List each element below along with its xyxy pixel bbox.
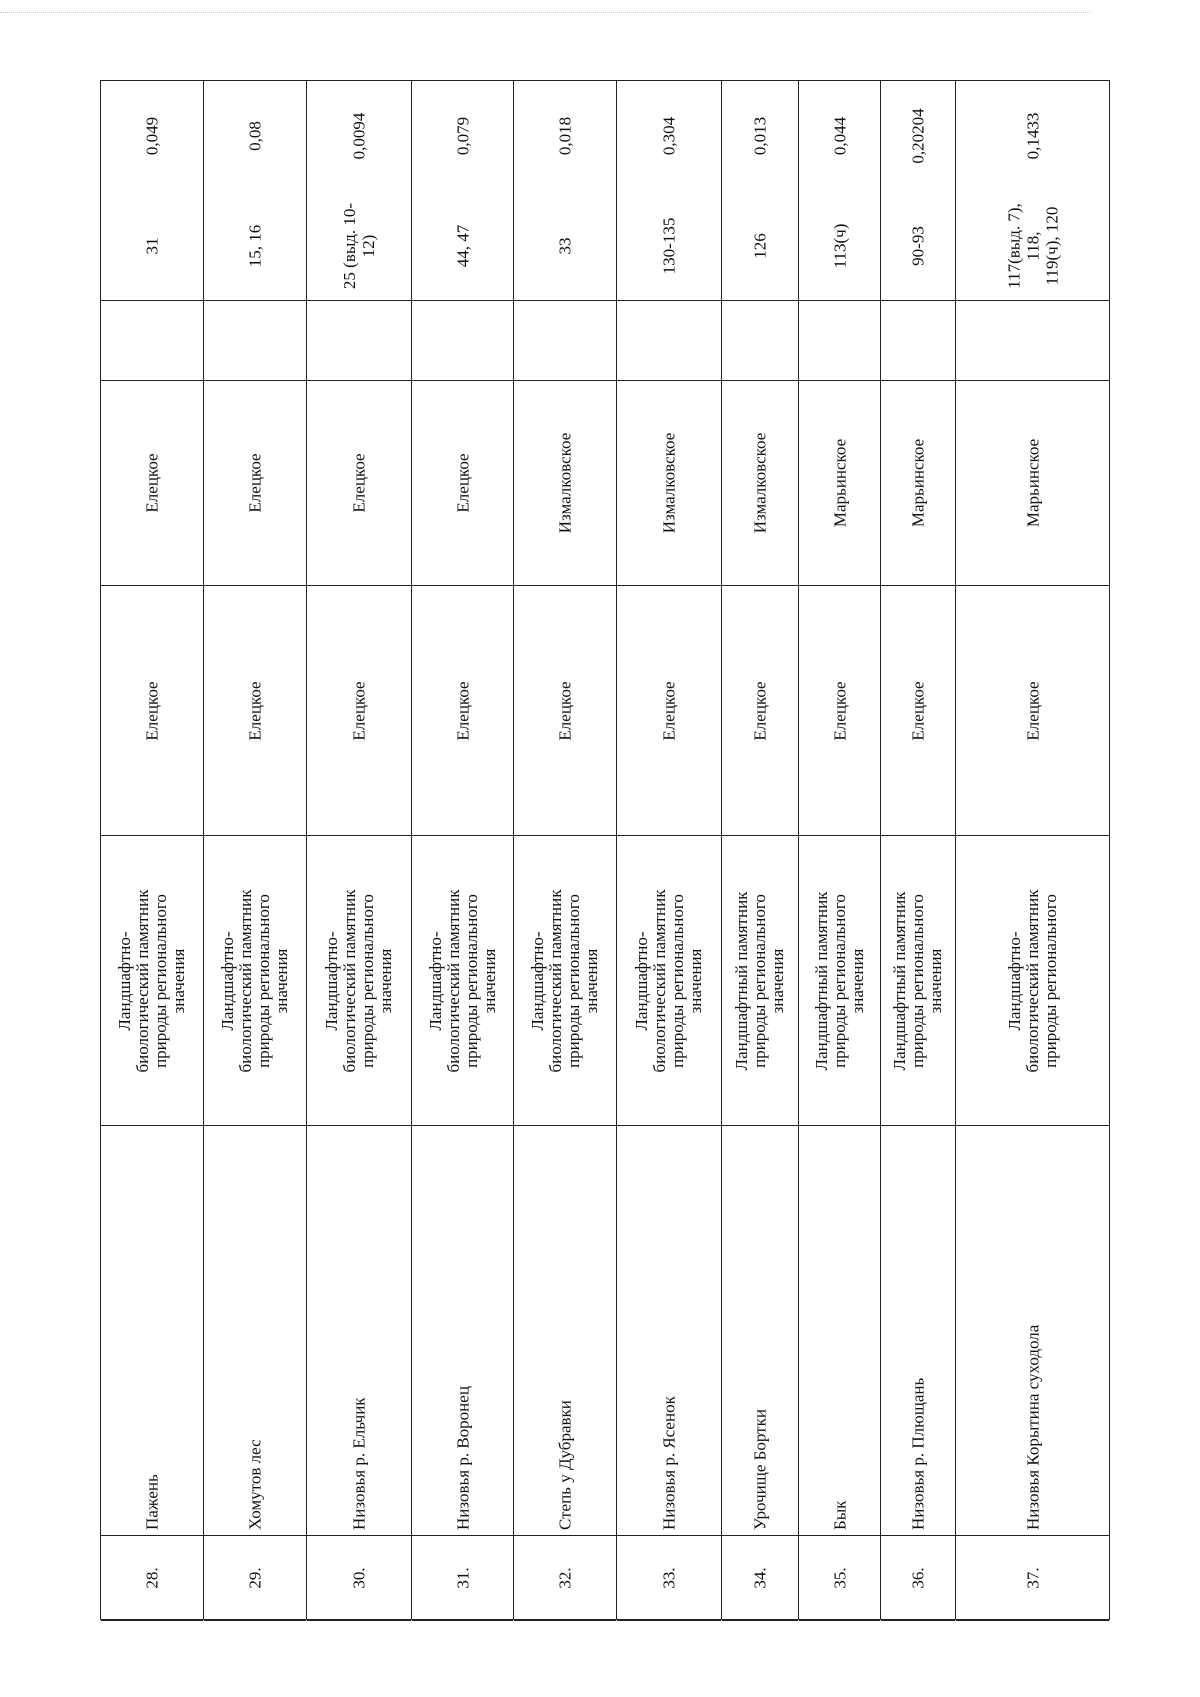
cell-quarters [204,191,306,301]
cell-blank [204,301,306,381]
forestry-text: Елецкое [750,680,770,741]
cell-forestry [722,586,798,836]
cell-quarters [956,191,1109,301]
num-text: 29. [245,1567,265,1589]
cell-blank [101,301,203,381]
type-text: Ландшафтно- биологический памятник природы регионального значения [322,889,395,1072]
cell-district [722,381,798,586]
quarters-text: 31 [142,237,162,254]
forestry-text: Елецкое [830,680,849,741]
name-text: Урочище Бортки [750,1408,770,1530]
district-text: Елецкое [142,453,162,513]
district-text: Измалковское [750,432,770,534]
cell-forestry [799,586,880,836]
cell-area [514,81,616,191]
cell-area [617,81,721,191]
area-text: 0,0094 [349,112,369,160]
cell-area [307,81,411,191]
forestry-text: Елецкое [555,680,575,741]
table-row [514,81,617,1619]
cell-quarters [514,191,616,301]
forestry-text: Елецкое [349,680,369,741]
cell-type [514,836,616,1126]
name-text: Низовья Корытина суходола [1023,1324,1042,1530]
area-text: 0,079 [453,116,472,156]
area-text: 0,044 [830,116,849,156]
num-text: 34. [750,1567,770,1589]
quarters-text: 25 (выд. 10-12) [340,202,378,289]
type-text: Ландшафтно- биологический памятник природы регионального [1004,889,1060,1072]
cell-area [799,81,880,191]
cell-quarters [617,191,721,301]
cell-name [307,1126,411,1536]
cell-blank [722,301,798,381]
forestry-text: Елецкое [142,680,162,741]
district-text: Елецкое [349,453,369,513]
num-text: 28. [142,1567,162,1589]
cell-area [722,81,798,191]
table-row [101,81,204,1619]
cell-name [799,1126,880,1536]
cell-num [204,1536,306,1621]
cell-type [204,836,306,1126]
cell-blank [514,301,616,381]
table-row [799,81,881,1619]
cell-num [307,1536,411,1621]
cell-quarters [412,191,513,301]
cell-num [956,1536,1109,1621]
cell-num [101,1536,203,1621]
cell-num [722,1536,798,1621]
district-text: Елецкое [245,453,265,513]
forestry-text: Елецкое [453,680,472,741]
cell-quarters [101,191,203,301]
cell-district [412,381,513,586]
name-text: Низовья р. Ельчик [349,1396,369,1530]
area-text: 0,049 [142,116,162,156]
cell-name [956,1126,1109,1536]
num-text: 37. [1023,1567,1042,1589]
forestry-text: Елецкое [245,680,265,741]
cell-forestry [101,586,203,836]
cell-num [514,1536,616,1621]
cell-area [956,81,1109,191]
name-text: Бык [830,1500,849,1530]
table-row [722,81,799,1619]
type-text: Ландшафтный памятник природы регионального значения [732,891,787,1070]
cell-type [881,836,955,1126]
cell-quarters [722,191,798,301]
forestry-text: Елецкое [1023,680,1042,741]
cell-district [204,381,306,586]
table-row [307,81,412,1619]
cell-type [956,836,1109,1126]
district-text: Измалковское [659,432,679,534]
name-text: Пажень [142,1473,162,1530]
cell-num [799,1536,880,1621]
area-text: 0,304 [659,116,679,156]
area-text: 0,20204 [908,108,928,164]
district-text: Измалковское [555,432,575,534]
cell-name [204,1126,306,1536]
forest-monuments-table [100,80,1110,1620]
table-row [412,81,514,1619]
num-text: 30. [349,1567,369,1589]
cell-blank [412,301,513,381]
cell-num [881,1536,955,1621]
cell-name [617,1126,721,1536]
area-text: 0,1433 [1023,112,1042,160]
cell-blank [799,301,880,381]
name-text: Низовья р. Ясенок [659,1395,679,1530]
num-text: 36. [908,1567,928,1589]
type-text: Ландшафтно- биологический памятник природы регионального значения [632,889,705,1072]
forestry-text: Елецкое [908,680,928,741]
cell-district [514,381,616,586]
cell-num [617,1536,721,1621]
cell-type [722,836,798,1126]
district-text: Марьинское [1023,438,1042,528]
area-text: 0,013 [750,116,770,156]
district-text: Елецкое [453,453,472,513]
cell-area [204,81,306,191]
cell-quarters [881,191,955,301]
cell-blank [617,301,721,381]
cell-forestry [307,586,411,836]
cell-area [412,81,513,191]
cell-district [617,381,721,586]
top-dotted-line [0,12,1090,13]
type-text: Ландшафтно- биологический памятник природы регионального значения [218,889,291,1072]
type-text: Ландшафтный памятник природы регионального значения [811,891,867,1070]
quarters-text: 90-93 [908,225,928,266]
cell-area [101,81,203,191]
quarters-text: 130-135 [659,217,679,274]
quarters-text: 33 [555,237,575,254]
cell-blank [307,301,411,381]
type-text: Ландшафтно- биологический памятник природы регионального значения [528,889,601,1072]
quarters-text: 126 [750,232,770,259]
cell-forestry [514,586,616,836]
forestry-text: Елецкое [659,680,679,741]
cell-quarters [799,191,880,301]
cell-district [307,381,411,586]
name-text: Низовья р. Воронец [453,1385,472,1530]
area-text: 0,08 [245,121,265,151]
area-text: 0,018 [555,116,575,156]
num-text: 35. [830,1567,849,1589]
cell-type [307,836,411,1126]
name-text: Степь у Дубравки [555,1399,575,1530]
cell-forestry [204,586,306,836]
cell-type [617,836,721,1126]
cell-type [412,836,513,1126]
cell-num [412,1536,513,1621]
quarters-text: 44, 47 [453,224,472,267]
cell-district [956,381,1109,586]
type-text: Ландшафтно- биологический памятник природы регионального значения [425,889,499,1072]
quarters-text: 15, 16 [245,224,265,267]
cell-forestry [881,586,955,836]
quarters-text: 117(выд. 7), 118, 119(ч), 120 [1004,202,1061,289]
cell-area [881,81,955,191]
cell-quarters [307,191,411,301]
table-row [617,81,722,1619]
quarters-text: 113(ч) [830,223,849,268]
district-text: Марьинское [908,438,928,528]
cell-type [101,836,203,1126]
num-text: 32. [555,1567,575,1589]
cell-name [412,1126,513,1536]
name-text: Низовья р. Плющань [908,1377,928,1530]
district-text: Марьинское [830,438,849,528]
table-row [956,81,1109,1619]
cell-forestry [956,586,1109,836]
cell-blank [956,301,1109,381]
cell-name [722,1126,798,1536]
name-text: Хомутов лес [245,1438,265,1530]
cell-district [101,381,203,586]
cell-type [799,836,880,1126]
num-text: 33. [659,1567,679,1589]
cell-district [881,381,955,586]
table-row [881,81,956,1619]
type-text: Ландшафтный памятник природы регионального значения [890,891,945,1070]
table-row [204,81,307,1619]
cell-district [799,381,880,586]
cell-name [101,1126,203,1536]
cell-blank [881,301,955,381]
cell-forestry [412,586,513,836]
cell-name [514,1126,616,1536]
cell-forestry [617,586,721,836]
type-text: Ландшафтно- биологический памятник природы регионального значения [115,889,188,1072]
num-text: 31. [453,1567,472,1589]
cell-name [881,1126,955,1536]
